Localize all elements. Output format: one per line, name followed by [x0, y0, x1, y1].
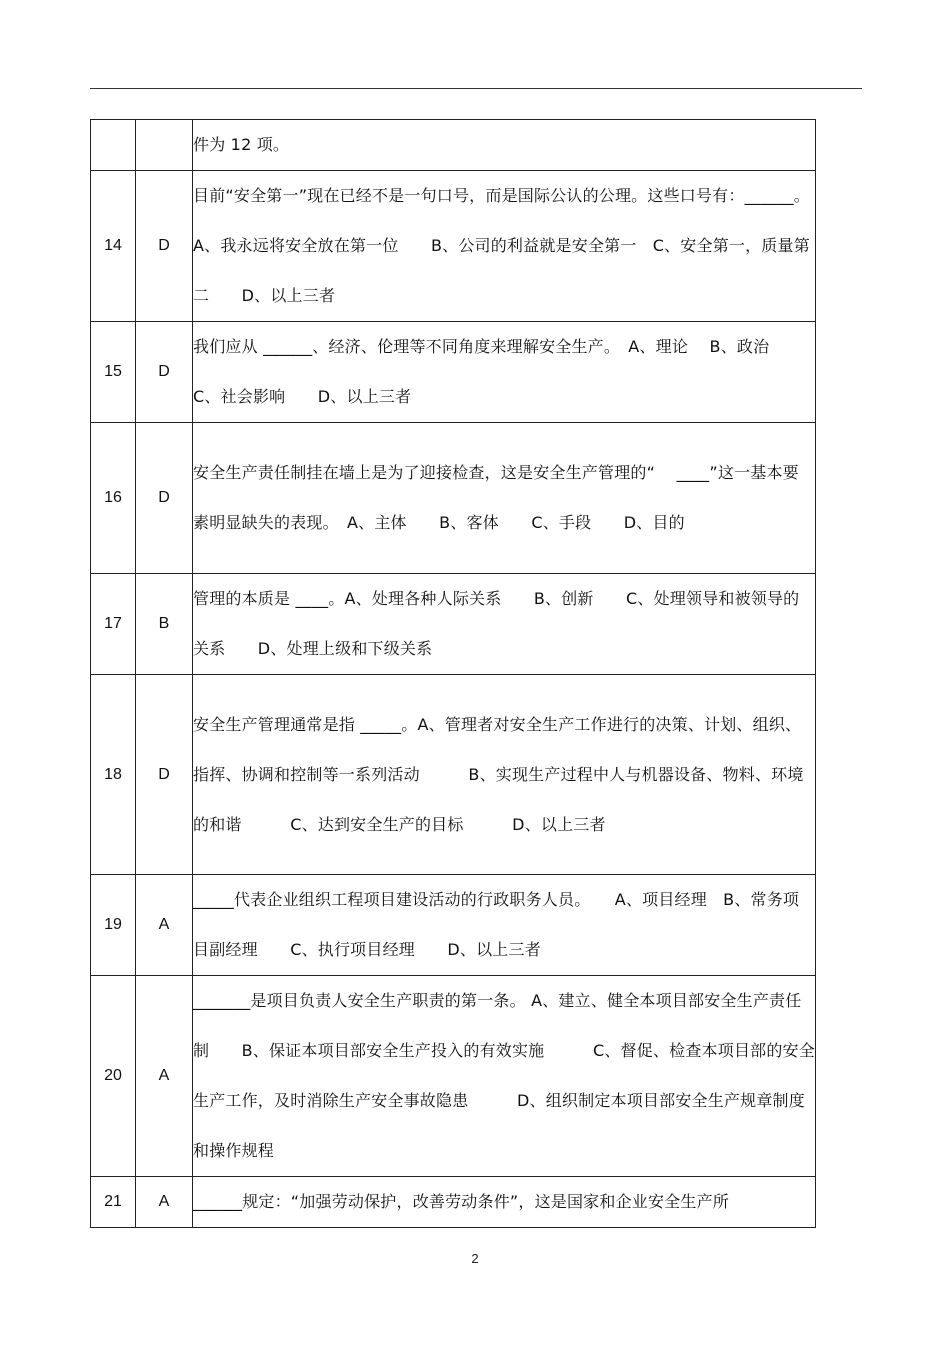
answer-cell: D	[136, 322, 193, 423]
page-number: 2	[471, 1251, 479, 1266]
question-text: 目前“安全第一”现在已经不是一句口号，而是国际公认的公理。这些口号有：______。A、我永远将安全放在第一位 B、公司的利益就是安全第一 C、安全第一，质量第二 D、以上三者	[193, 171, 816, 322]
answer-cell: B	[136, 574, 193, 675]
answer-cell: A	[136, 1177, 193, 1228]
question-text: _____代表企业组织工程项目建设活动的行政职务人员。 A、项目经理 B、常务项目副经理 C、执行项目经理 D、以上三者	[193, 875, 816, 976]
question-text: 我们应从 ______、经济、伦理等不同角度来理解安全生产。 A、理论 B、政治 C、社会影响 D、以上三者	[193, 322, 816, 423]
answer-cell	[136, 120, 193, 171]
question-number: 15	[91, 322, 136, 423]
answer-cell: D	[136, 675, 193, 875]
header-rule	[90, 88, 862, 89]
question-text: _______是项目负责人安全生产职责的第一条。 A、建立、健全本项目部安全生产责任制 B、保证本项目部安全生产投入的有效实施 C、督促、检查本项目部的安全生产工作，及时消除生产安全事故隐患 D、组织制定本项目部安全生产规章制度和操作规程	[193, 976, 816, 1177]
table-row	[91, 976, 816, 1177]
table-row	[91, 875, 816, 976]
question-number: 21	[91, 1177, 136, 1228]
table-row	[91, 171, 816, 322]
table-row	[91, 574, 816, 675]
question-number: 16	[91, 423, 136, 574]
question-number: 20	[91, 976, 136, 1177]
question-text: 管理的本质是 ____。A、处理各种人际关系 B、创新 C、处理领导和被领导的关系 D、处理上级和下级关系	[193, 574, 816, 675]
table-row	[91, 120, 816, 171]
answer-cell: A	[136, 976, 193, 1177]
question-number: 19	[91, 875, 136, 976]
question-table	[90, 119, 816, 1228]
question-text: 件为 12 项。	[193, 120, 816, 171]
question-text: 安全生产责任制挂在墙上是为了迎接检查，这是安全生产管理的“ ____”这一基本要素明显缺失的表现。 A、主体 B、客体 C、手段 D、目的	[193, 423, 816, 574]
question-number: 18	[91, 675, 136, 875]
answer-cell: D	[136, 423, 193, 574]
answer-cell: A	[136, 875, 193, 976]
question-number: 14	[91, 171, 136, 322]
table-row	[91, 675, 816, 875]
table-row	[91, 1177, 816, 1228]
table-row	[91, 322, 816, 423]
question-text: ______规定：“加强劳动保护，改善劳动条件”，这是国家和企业安全生产所	[193, 1177, 816, 1228]
question-number	[91, 120, 136, 171]
question-number: 17	[91, 574, 136, 675]
answer-cell: D	[136, 171, 193, 322]
question-text: 安全生产管理通常是指 _____。A、管理者对安全生产工作进行的决策、计划、组织、指挥、协调和控制等一系列活动 B、实现生产过程中人与机器设备、物料、环境的和谐 C、达到安全生产的目标 D、以上三者	[193, 675, 816, 875]
table-row	[91, 423, 816, 574]
